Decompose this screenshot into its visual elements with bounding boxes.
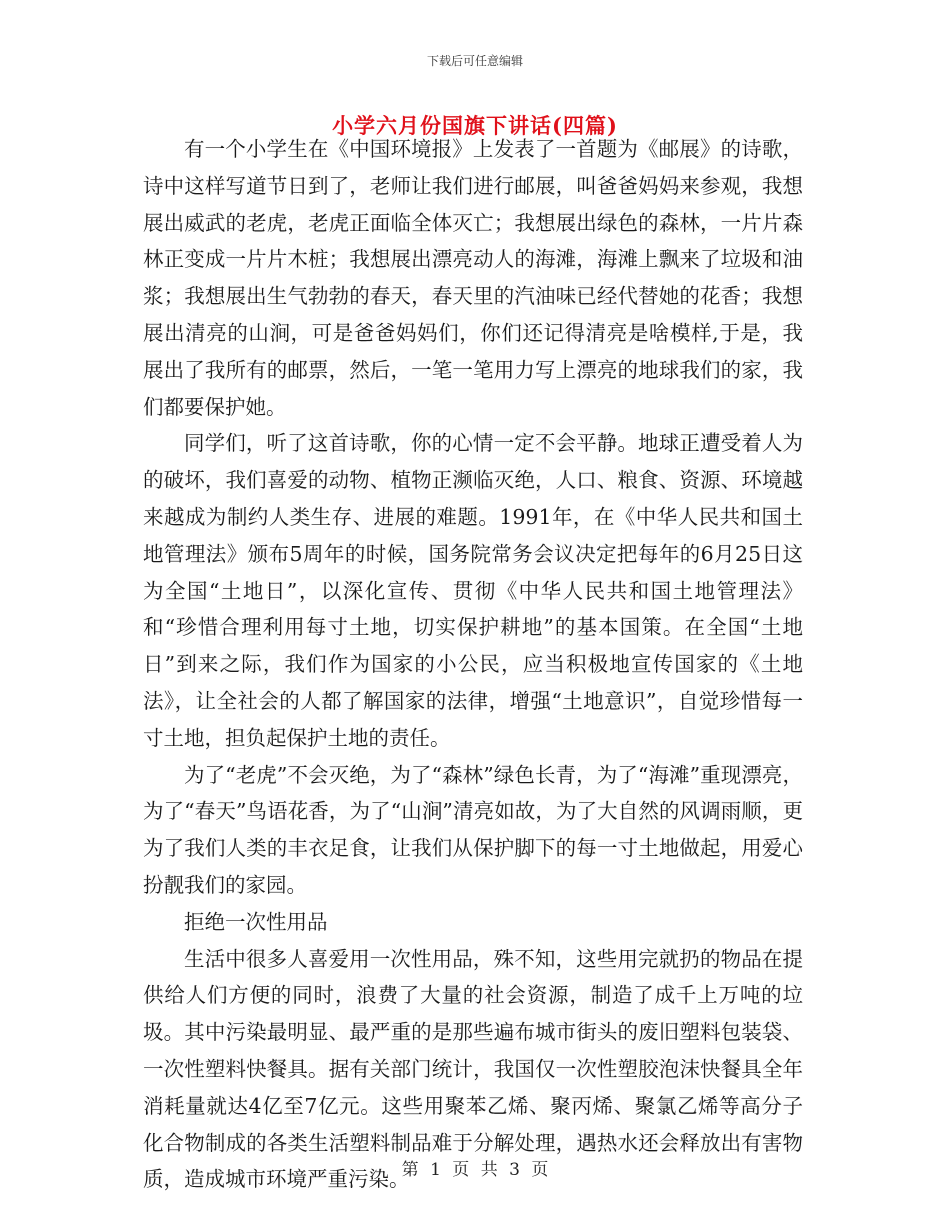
document-body	[143, 131, 803, 1198]
page-number-footer: 第 1 页 共 3 页	[401, 1160, 549, 1180]
document-title: 小学六月份国旗下讲话(四篇)	[332, 113, 618, 138]
paragraph-call-to-action: 为了“老虎”不会灭绝，为了“森林”绿色长青，为了“海滩”重现漂亮，为了“春天”鸟语花香，为了“山涧”清亮如故，为了大自然的风调雨顺，更为了我们人类的丰衣足食，让我们从保护脚下的每一寸土地做起，用爱心扮靓我们的家园。	[143, 762, 803, 897]
paragraph-poem-story: 有一个小学生在《中国环境报》上发表了一首题为《邮展》的诗歌，诗中这样写道节日到了，老师让我们进行邮展，叫爸爸妈妈来参观，我想展出威武的老虎，老虎正面临全体灭亡；我想展出绿色的森林，一片片森林正变成一片片木桩；我想展出漂亮动人的海滩，海滩上飘来了垃圾和油浆；我想展出生气勃勃的春天，春天里的汽油味已经代替她的花香；我想展出清亮的山涧，可是爸爸妈妈们，你们还记得清亮是啥模样,于是，我展出了我所有的邮票，然后，一笔一笔用力写上漂亮的地球我们的家，我们都要保护她。	[143, 137, 803, 419]
paragraph-land-day: 同学们，听了这首诗歌，你的心情一定不会平静。地球正遭受着人为的破坏，我们喜爱的动物、植物正濒临灭绝，人口、粮食、资源、环境越来越成为制约人类生存、进展的难题。1991年，在《中华人民共和国土地管理法》颁布5周年的时候，国务院常务会议决定把每年的6月25日这为全国“土地日”，以深化宣传、贯彻《中华人民共和国土地管理法》和“珍惜合理利用每寸土地，切实保护耕地”的基本国策。在全国“土地日”到来之际，我们作为国家的小公民，应当积极地宣传国家的《土地法》，让全社会的人都了解国家的法律，增强“土地意识”，自觉珍惜每一寸土地，担负起保护土地的责任。	[143, 431, 803, 750]
page-header-note: 下载后可任意编辑	[426, 54, 523, 68]
paragraph-disposables: 生活中很多人喜爱用一次性用品，殊不知，这些用完就扔的物品在提供给人们方便的同时，浪费了大量的社会资源，制造了成千上万吨的垃圾。其中污染最明显、最严重的是那些遍布城市街头的废旧塑料包装袋、一次性塑料快餐具。据有关部门统计，我国仅一次性塑胶泡沫快餐具全年消耗量就达4亿至7亿元。这些用聚苯乙烯、聚丙烯、聚氯乙烯等高分子化合物制成的各类生活塑料制品难于分解处理，遇热水还会释放出有害物质，造成城市环境严重污染。	[143, 946, 803, 1192]
section-heading-disposables: 拒绝一次性用品	[184, 909, 328, 934]
